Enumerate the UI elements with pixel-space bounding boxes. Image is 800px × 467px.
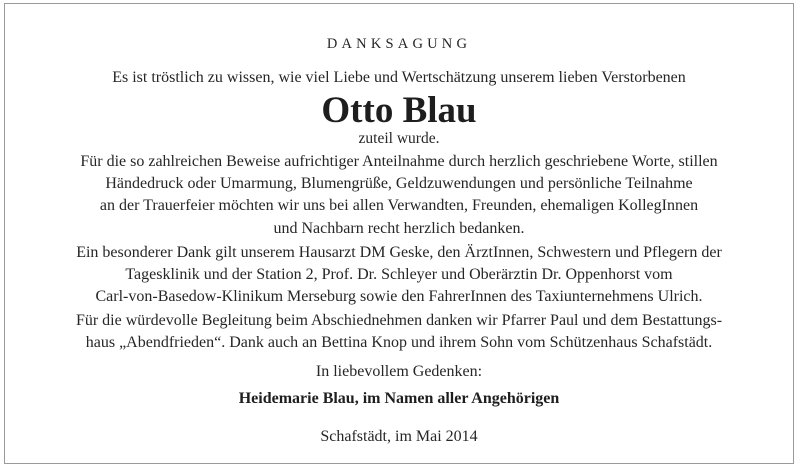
paragraph-line: an der Trauerfeier möchten wir uns bei allen Verwandten, Freunden, ehemaligen KollegInnen [99,197,699,215]
paragraph-line: Ein besonderer Dank gilt unserem Hausarzt DM Geske, den ÄrztInnen, Schwestern und Pflegern der [76,244,722,261]
intro-text: Es ist tröstlich zu wissen, wie viel Liebe und Wertschätzung unserem lieben Verstorbenen [112,69,686,86]
paragraph-line: haus „Abendfrieden“. Dank auch an Bettina Knop und ihrem Sohn vom Schützenhaus Schafstädt. [85,334,713,352]
thanks-paragraph-3 [15,310,783,354]
paragraph-line: Für die würdevolle Begleitung beim Abschiednehmen danken wir Pfarrer Paul und dem Bestattungs- [75,312,723,329]
paragraph-line: Carl-von-Basedow-Klinikum Merseburg sowie den FahrerInnen des Taxiunternehmens Ulrich. [95,288,703,306]
paragraph-line: Für die so zahlreichen Beweise aufrichtiger Anteilnahme durch herzlich geschriebene Worte, stillen [80,153,718,170]
notice-heading: DANKSAGUNG [326,36,472,52]
thanks-paragraph-1 [15,151,783,240]
place-date: Schafstädt, im Mai 2014 [320,428,478,445]
deceased-name: Otto Blau [321,90,477,131]
signature: Heidemarie Blau, im Namen aller Angehörigen [238,390,560,407]
obituary-notice [4,3,794,464]
thanks-paragraph-2 [15,242,783,309]
closing-text: In liebevollem Gedenken: [315,363,483,380]
paragraph-line: Tagesklinik und der Station 2, Prof. Dr. Schleyer und Oberärztin Dr. Oppenhorst vom [125,266,673,284]
paragraph-line: und Nachbarn recht herzlich bedanken. [273,219,525,237]
paragraph-line: Händedruck oder Umarmung, Blumengrüße, Geldzuwendungen und persönliche Teilnahme [105,175,693,193]
intro-end-text: zuteil wurde. [358,130,440,147]
